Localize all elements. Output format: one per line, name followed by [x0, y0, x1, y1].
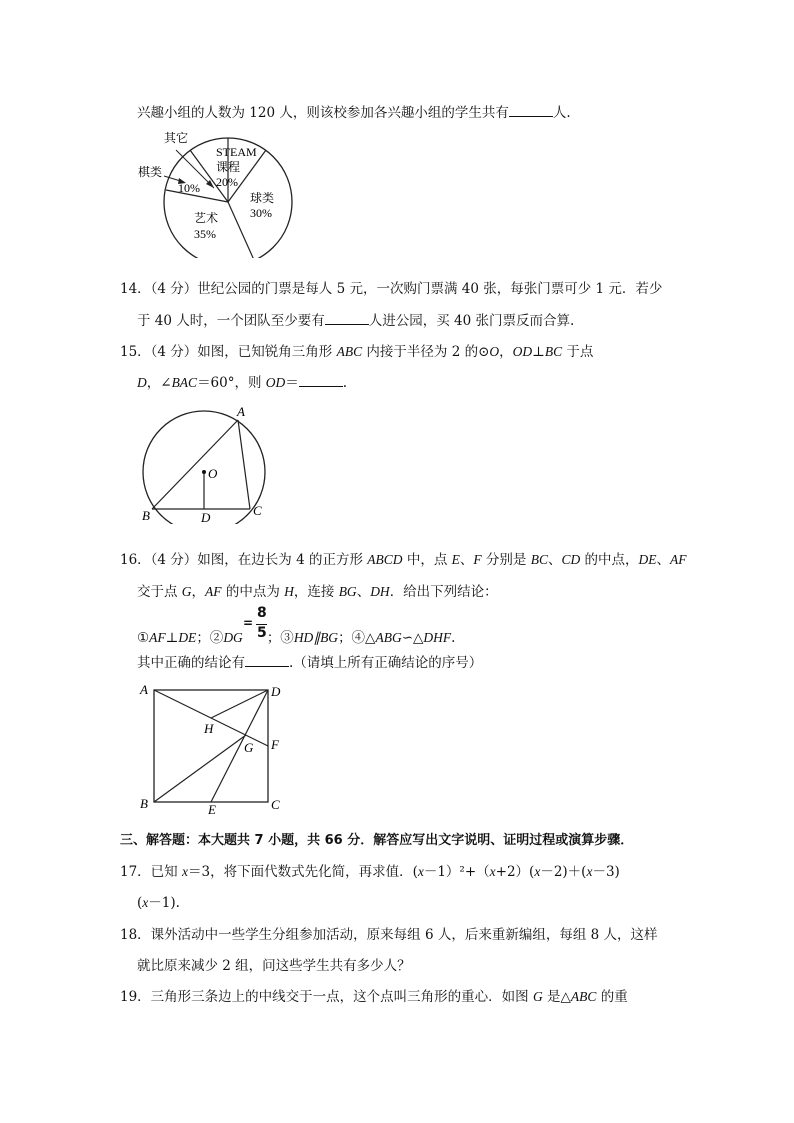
q15-var-od-2: OD: [265, 375, 286, 390]
q17-text-d: +2）(: [495, 864, 535, 880]
q16-line-2: [137, 583, 498, 601]
q15-text-end: .: [342, 375, 348, 391]
q16-text-3b: ；②: [196, 630, 224, 646]
pie-label-steam-2: 课程: [216, 160, 241, 174]
q16-var-f: F: [473, 552, 482, 567]
q15-text-d: ⊥: [532, 344, 545, 360]
q15-center-dot: [202, 470, 206, 474]
q15-label-b: B: [142, 508, 150, 523]
q16-line-4: [137, 654, 482, 672]
q17-var-x5: x: [586, 864, 593, 879]
q16-line-3: [137, 629, 455, 647]
q16-text-3a: ①: [137, 630, 150, 646]
q15-side-ac: [238, 420, 250, 509]
q16-var-af-2: AF: [205, 584, 222, 599]
q16-square-figure: [138, 682, 288, 814]
q15-var-od: OD: [512, 344, 533, 359]
q15-line-2: [137, 374, 347, 392]
q13-answer-blank: [509, 104, 553, 117]
q18-line-2: 就比原来减少 2 组，问这些学生共有多少人？: [137, 958, 411, 974]
q16-text-sim: ∽△: [401, 630, 424, 646]
q17-text-f: －3): [592, 864, 620, 880]
q16-text-4b: .（请填上所有正确结论的序号）: [289, 655, 483, 671]
q17-text-a: 17．已知: [120, 864, 182, 880]
q16-text-g: 、: [656, 552, 671, 568]
q16-label-f: F: [271, 737, 279, 752]
q14-answer-blank: [325, 312, 369, 325]
q17-text-2b: －1).: [148, 895, 180, 911]
pie-label-ball-pct: 30%: [250, 206, 272, 220]
q16-var-hd: HD: [293, 630, 314, 645]
q16-var-g: G: [181, 584, 192, 599]
q13-text-after: 人.: [552, 105, 571, 121]
q17-text-2a: (: [137, 895, 143, 911]
q16-text-3e: .: [451, 630, 456, 646]
q15-var-bc: BC: [544, 344, 563, 359]
q16-var-abcd: ABCD: [367, 552, 403, 567]
q16-text-3d: ；④△: [338, 630, 376, 646]
pie-label-steam: STEAM: [216, 145, 257, 159]
pie-label-steam-pct: 20%: [216, 175, 238, 189]
q17-var-x2: x: [417, 864, 424, 879]
q16-text-2a: 交于点: [137, 584, 182, 600]
q15-circle-figure: [138, 404, 278, 524]
pie-label-chess-pct: 10%: [178, 181, 200, 195]
pie-label-art: 艺术: [194, 211, 219, 225]
q15-text-2b: ＝60°，则: [197, 375, 266, 391]
q16-fraction-numerator: 8: [257, 605, 267, 621]
q16-var-abg: ABG: [375, 630, 402, 645]
q16-var-bc: BC: [530, 552, 548, 567]
q16-fraction-eq: =: [243, 616, 254, 630]
q16-line-1: [120, 551, 687, 569]
q16-text-e2: 、: [547, 552, 562, 568]
q16-label-d: D: [271, 684, 281, 699]
q15-text-2c: ＝: [285, 375, 299, 391]
q16-var-bg: BG: [338, 584, 357, 599]
q16-label-a: A: [140, 682, 148, 697]
q16-label-b: B: [140, 796, 148, 811]
q15-text-2a: ，∠: [146, 375, 172, 391]
q16-var-af: AF: [670, 552, 687, 567]
q15-line-1: [120, 343, 593, 361]
q16-var-dh: DH: [370, 584, 390, 599]
q15-text-b: 内接于半径为 2 的⊙: [362, 344, 490, 360]
q19-text-a: 19．三角形三条边上的中线交于一点，这个点叫三角形的重心．如图: [120, 989, 533, 1005]
q19-line-1: [120, 988, 628, 1006]
q15-text-a: 15．（4 分）如图，已知锐角三角形: [120, 344, 337, 360]
q19-var-g: G: [532, 989, 543, 1004]
q16-var-h: H: [284, 584, 294, 599]
q16-text-b: 中，点: [402, 552, 452, 568]
q13-text-before: 兴趣小组的人数为 120 人，则该校参加各兴趣小组的学生共有: [137, 105, 509, 121]
section-3-heading: 三、解答题：本大题共 7 小题，共 66 分．解答应写出文字说明、证明过程或演算步骤．: [120, 833, 634, 848]
pie-label-other: 其它: [164, 131, 189, 145]
q16-label-e: E: [208, 802, 216, 814]
q15-side-ab: [152, 420, 238, 509]
pie-label-art-pct: 35%: [194, 227, 216, 241]
q15-var-d: D: [137, 375, 147, 390]
q16-text-a: 16．（4 分）如图，在边长为 4 的正方形: [120, 552, 368, 568]
q17-text-c: －1）²+（: [423, 864, 490, 880]
q16-var-de: DE: [638, 552, 657, 567]
q16-fraction-denominator: 5: [257, 625, 267, 641]
q17-var-x-2: x: [142, 895, 149, 910]
q15-var-abc: ABC: [336, 344, 363, 359]
q16-text-d: 分别是: [481, 552, 531, 568]
q17-line-2: [137, 894, 180, 912]
q15-text-e: 于点: [562, 344, 594, 360]
q15-text-c: ，: [499, 344, 513, 360]
q16-var-cd: CD: [561, 552, 581, 567]
q16-text-2f: ．给出下列结论：: [389, 584, 498, 600]
q13-pie-figure: [132, 128, 332, 258]
q16-text-perp: ⊥: [165, 630, 179, 646]
q16-text-f2: 的中点，: [580, 552, 639, 568]
q16-line-de: [211, 690, 268, 802]
q14-line-2: [137, 312, 574, 330]
q16-var-e: E: [451, 552, 460, 567]
q17-line-1: [120, 863, 620, 881]
q16-var-de-3: DE: [178, 630, 197, 645]
q14-line-1: 14．（4 分）世纪公园的门票是每人 5 元，一次购门票满 40 张，每张门票可少 1 元．若少: [120, 281, 663, 297]
q19-var-abc: ABC: [570, 989, 597, 1004]
q15-var-o: O: [489, 344, 500, 359]
q15-var-bac: BAC: [171, 375, 198, 390]
q16-text-4a: 其中正确的结论有: [137, 655, 245, 671]
q16-text-2c: 的中点为: [221, 584, 285, 600]
q17-text-e: －2)＋(: [540, 864, 587, 880]
q16-label-c: C: [271, 797, 280, 812]
q16-var-dhf: DHF: [423, 630, 452, 645]
q16-answer-blank: [245, 654, 289, 667]
q16-label-h: H: [204, 721, 214, 736]
q16-line-dh: [211, 690, 268, 718]
q15-label-c: C: [253, 503, 262, 518]
q14-line-2-after: 人进公园，买 40 张门票反而合算.: [368, 313, 575, 329]
q17-var-x4: x: [534, 864, 541, 879]
q16-text-c: 、: [459, 552, 474, 568]
pie-label-chess: 棋类: [138, 165, 163, 179]
q16-var-af-3: AF: [149, 630, 166, 645]
q15-label-o: O: [208, 466, 218, 481]
q16-label-g: G: [244, 740, 254, 755]
q17-var-x3: x: [489, 864, 496, 879]
q17-text-b: ＝3，将下面代数式先化简，再求值．(: [187, 864, 418, 880]
q15-label-a: A: [237, 404, 245, 419]
q16-text-2e: 、: [356, 584, 371, 600]
q19-text-c: 的重: [596, 989, 628, 1005]
q19-text-b: 是△: [542, 989, 571, 1005]
q16-text-parallel: ∥: [313, 630, 321, 645]
q15-answer-blank: [299, 374, 343, 387]
q18-line-1: 18．课外活动中一些学生分组参加活动，原来每组 6 人，后来重新编组，每组 8 人，这样: [120, 927, 658, 943]
q16-var-dg: DG: [223, 630, 243, 645]
q16-line-bg: [154, 735, 246, 802]
q15-label-d: D: [201, 510, 211, 524]
q17-var-x: x: [181, 864, 188, 879]
q16-var-bg-3: BG: [320, 630, 339, 645]
q16-text-3c: ；③: [266, 630, 294, 646]
q13-text: [137, 104, 571, 122]
q16-text-2b: ，: [191, 584, 206, 600]
q14-line-2-before: 于 40 人时，一个团队至少要有: [137, 313, 325, 329]
q16-text-2d: ，连接: [293, 584, 339, 600]
pie-label-ball: 球类: [250, 191, 275, 205]
